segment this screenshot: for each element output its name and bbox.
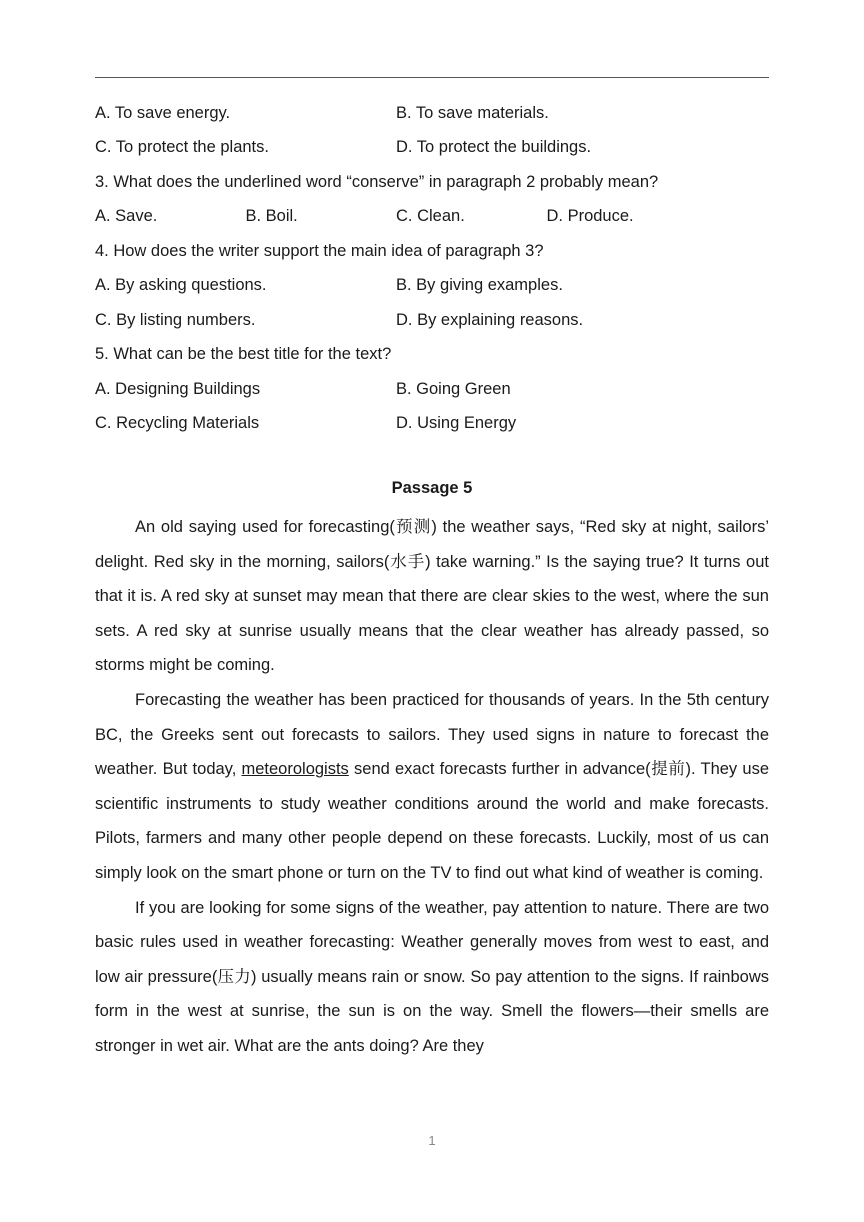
q2-option-b: B. To save materials. [396,103,549,122]
question-block [95,96,769,441]
paragraph-2 [95,683,769,891]
paragraph-1: An old saying used for forecasting(预测) the weather says, “Red sky at night, sailors’ delight. Red sky in the morning, sailors(水手) take warning.” Is the saying true? It turns out that it is. A red sky at sunset may mean that there are clear skies to the west, where the sun sets. A red sky at sunrise usually means that the clear weather has already passed, so storms might be coming. [95,518,769,675]
q3-option-a: A. Save. [95,207,158,226]
q5-option-a: A. Designing Buildings [95,379,261,398]
q2-options-row-1 [95,96,769,131]
q5-option-c: C. Recycling Materials [95,414,260,433]
q4-option-c: C. By listing numbers. [95,310,256,329]
q3-option-d: D. Produce. [546,207,634,226]
q5-option-d: D. Using Energy [396,414,517,433]
q3-options-row [95,200,769,235]
underlined-word: meteorologists [241,760,349,779]
q4-option-b: B. By giving examples. [396,276,563,295]
q5-options-row-1 [95,372,769,407]
q4-question: 4. How does the writer support the main idea of paragraph 3? [95,241,544,260]
paragraph-2-text-after: send exact forecasts further in advance(提前). They use scientific instruments to study weather conditions around the world and make forecasts. Pilots, farmers and many other people depend on these forecasts. Luckily, most of us can simply look on the smart phone or turn on the TV to find out what kind of weather is coming. [95,760,769,882]
header-rule [95,77,769,78]
q4-options-row-1 [95,269,769,304]
paragraph-3: If you are looking for some signs of the weather, pay attention to nature. There are two basic rules used in weather forecasting: Weather generally moves from west to east, and low air pressure(压力) usually means rain or snow. So pay attention to the signs. If rainbows form in the west at sunrise, the sun is on the way. Smell the flowers—their smells are stronger in wet air. What are the ants doing? Are they [95,898,769,1055]
passage-title: Passage 5 [391,479,473,497]
q4-option-d: D. By explaining reasons. [396,310,584,329]
q2-option-d: D. To protect the buildings. [396,138,592,157]
passage-body [95,510,769,1064]
q5-question: 5. What can be the best title for the text? [95,345,392,364]
q4-options-row-2 [95,303,769,338]
paragraph-2-text-before: Forecasting the weather has been practiced for thousands of years. In the 5th century BC, the Greeks sent out forecasts to sailors. They used signs in nature to forecast the weather. But today, [95,690,769,779]
q2-option-a: A. To save energy. [95,103,231,122]
q3-question: 3. What does the underlined word “conserve” in paragraph 2 probably mean? [95,172,659,191]
q3-option-c: C. Clean. [396,207,465,226]
q2-options-row-2 [95,131,769,166]
page-number: 1 [428,1133,436,1148]
q5-option-b: B. Going Green [396,379,511,398]
q4-option-a: A. By asking questions. [95,276,267,295]
q2-option-c: C. To protect the plants. [95,138,269,157]
q3-option-b: B. Boil. [245,207,298,226]
q5-options-row-2 [95,407,769,442]
